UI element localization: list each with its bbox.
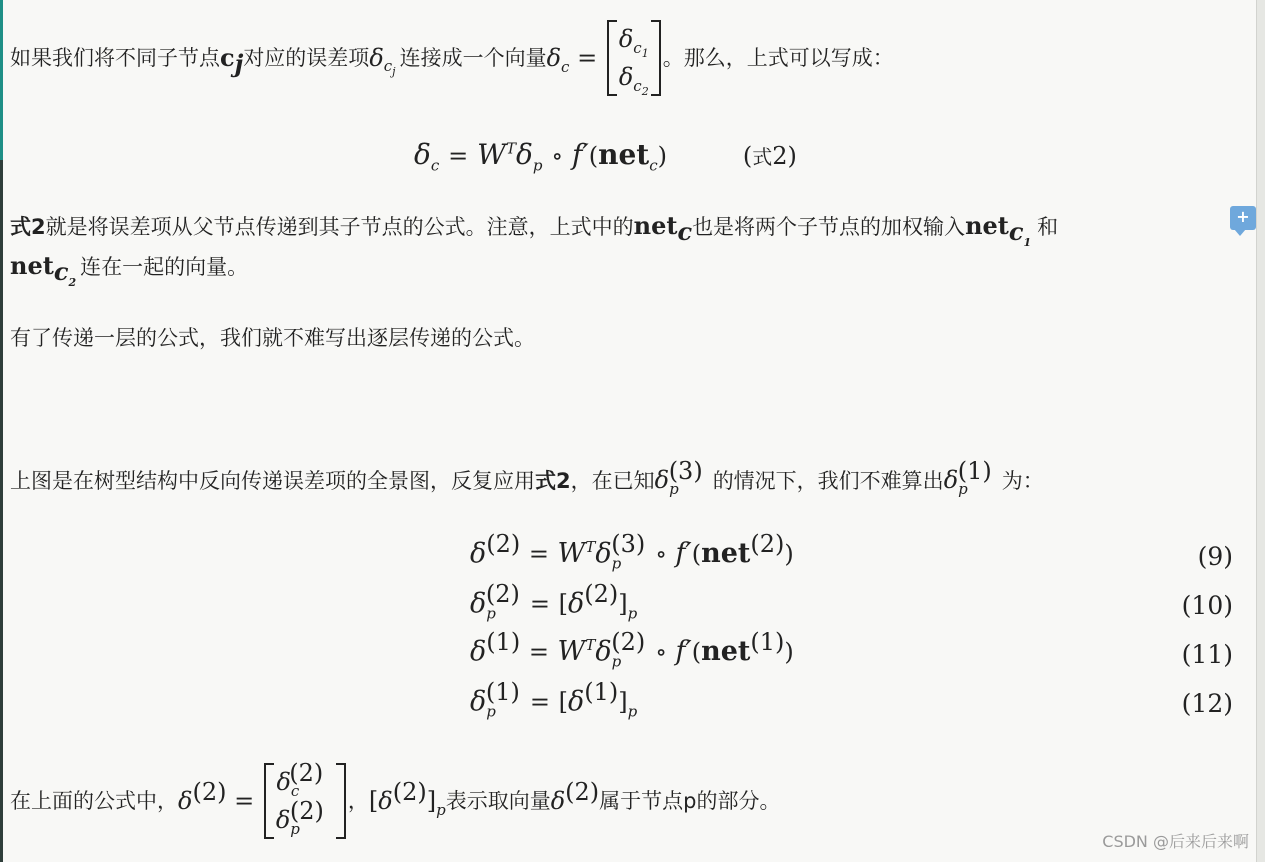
paragraph-overview xyxy=(10,457,1044,498)
equation-12-number: (12) xyxy=(1181,689,1233,718)
intro-text-4: 。那么，上式可以写成： xyxy=(662,46,894,70)
math-c-j: $c_j$ xyxy=(220,43,244,78)
math-delta-p1: $\delta_p^{(1)}$ xyxy=(943,457,992,498)
overview-text-4: 为： xyxy=(1001,469,1044,493)
intro-text-1: 如果我们将不同子节点 xyxy=(10,46,220,70)
math-net-c2: net$_{c_2}$ xyxy=(10,251,77,289)
math-delta-cj: $\delta_{c_j}$ xyxy=(369,43,396,79)
equation-9-number: (9) xyxy=(1197,542,1233,571)
scrollbar[interactable] xyxy=(1256,0,1265,862)
paragraph-explanation xyxy=(10,211,1059,249)
math-vector-delta-c: $\delta_{c_1}$ $\delta_{c_2}$ xyxy=(605,20,663,96)
equation-10-number: (10) xyxy=(1181,591,1233,620)
equation-9: $\delta^{(2)} = W^T\delta_p^{(3)}$ ∘ f′(net$^{(2)}$) xyxy=(470,530,794,573)
math-net-c: net$_c$ xyxy=(633,211,693,246)
bold-ref-formula-2b: 式2 xyxy=(535,469,571,493)
definition-text-4: 属于节点p的部分。 xyxy=(599,789,781,813)
math-delta-p3: $\delta_p^{(3)}$ xyxy=(654,457,703,498)
equation-2-tag: (式2) xyxy=(742,142,797,170)
equation-2: $\delta_c = W^T\delta_p$ ∘ f′(net$_c$) (式2) xyxy=(414,138,797,175)
overview-text-2: ，在已知 xyxy=(570,469,655,493)
paragraph-explanation-line2 xyxy=(10,251,249,289)
intro-text-2: 对应的误差项 xyxy=(243,46,370,70)
math-net-c1: net$_{c_1}$ xyxy=(965,211,1032,249)
paragraph-intro xyxy=(10,14,894,102)
explanation-text-1: 就是将误差项从父节点传递到其子节点的公式。注意，上式中的 xyxy=(45,215,634,239)
add-comment-button[interactable]: + xyxy=(1230,206,1256,230)
overview-text-3: 的情况下，我们不难算出 xyxy=(712,469,944,493)
math-vector-delta-2: $\delta_c^{(2)}$ $\delta_p^{(2)}$ xyxy=(262,763,348,839)
left-accent xyxy=(0,0,3,160)
equation-12: $\delta_p^{(1)} = [\delta^{(1)}]_p$ xyxy=(470,678,638,721)
explanation-text-2: 也是将两个子节点的加权输入 xyxy=(692,215,966,239)
paragraph-layerwise xyxy=(10,324,535,352)
definition-text-3: 表示取向量 xyxy=(445,789,551,813)
definition-text-1: 在上面的公式中， xyxy=(10,789,178,813)
layerwise-text: 有了传递一层的公式，我们就不难写出逐层传递的公式。 xyxy=(10,326,535,350)
definition-text-2: ， xyxy=(347,789,369,813)
math-delta-2b: $\delta^{(2)}$ xyxy=(550,778,600,815)
equation-10: $\delta_p^{(2)} = [\delta^{(2)}]_p$ xyxy=(470,580,638,623)
left-border xyxy=(0,0,3,862)
bold-ref-formula-2: 式2 xyxy=(10,215,46,239)
equation-11-number: (11) xyxy=(1181,640,1233,669)
math-delta-c: $\delta_c$ = xyxy=(546,44,598,76)
explanation-text-4: 连在一起的向量。 xyxy=(80,255,249,279)
csdn-watermark: CSDN @后来后来啊 xyxy=(1102,832,1249,851)
paragraph-definition xyxy=(10,754,781,848)
intro-text-3: 连接成一个向量 xyxy=(399,46,547,70)
math-bracket-delta-2: $[\delta^{(2)}]_p$ xyxy=(368,778,446,819)
equation-11: $\delta^{(1)} = W^T\delta_p^{(2)}$ ∘ f′(net$^{(1)}$) xyxy=(470,628,794,671)
math-delta-2: $\delta^{(2)}$ = xyxy=(178,778,255,815)
explanation-text-3: 和 xyxy=(1037,215,1059,239)
overview-text-1: 上图是在树型结构中反向传递误差项的全景图，反复应用 xyxy=(10,469,535,493)
